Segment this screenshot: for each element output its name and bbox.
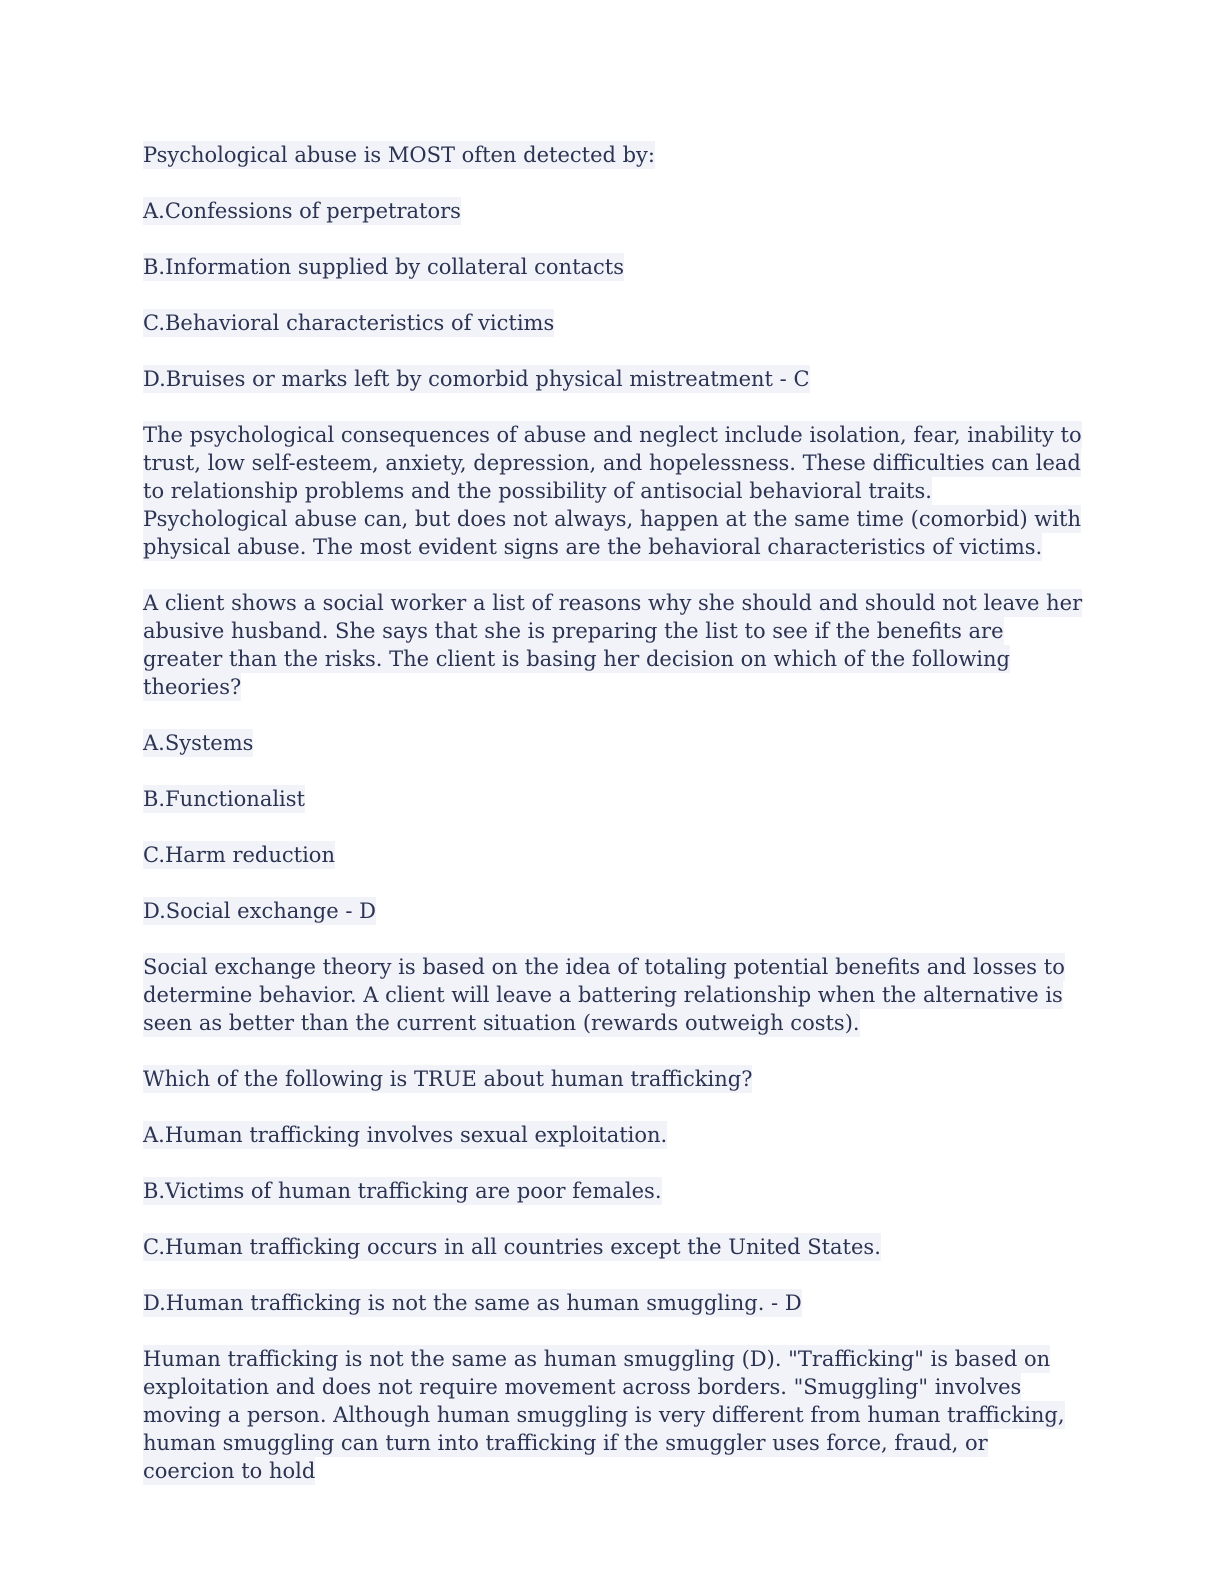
question-prompt bbox=[143, 589, 1083, 701]
option-text: B.Victims of human trafficking are poor females. bbox=[143, 1179, 662, 1203]
explanation-text: Social exchange theory is based on the idea of totaling potential benefits and losses to determine behavior. A client will leave a battering relationship when the alternative is seen as better than the current situation (rewards outweigh costs). bbox=[143, 955, 1065, 1035]
answer-option bbox=[143, 1233, 1083, 1261]
explanation-paragraph bbox=[143, 421, 1083, 561]
answer-option bbox=[143, 309, 1083, 337]
option-text: A.Human trafficking involves sexual exploitation. bbox=[143, 1123, 668, 1147]
answer-option bbox=[143, 253, 1083, 281]
document-page bbox=[143, 141, 1083, 1513]
explanation-text: Human trafficking is not the same as human smuggling (D). "Trafficking" is based on exploitation and does not require movement across borders. "Smuggling" involves moving a person. Although human smuggling is very different from human trafficking, human smuggling can turn into trafficking if the smuggler uses force, fraud, or coercion to hold bbox=[143, 1347, 1065, 1483]
answer-option bbox=[143, 841, 1083, 869]
answer-option bbox=[143, 1121, 1083, 1149]
question-prompt bbox=[143, 1065, 1083, 1093]
explanation-paragraph bbox=[143, 953, 1083, 1037]
option-text: D.Social exchange - D bbox=[143, 899, 376, 923]
option-text: C.Harm reduction bbox=[143, 843, 335, 867]
option-text: C.Human trafficking occurs in all countries except the United States. bbox=[143, 1235, 881, 1259]
option-text: B.Information supplied by collateral contacts bbox=[143, 255, 625, 279]
answer-option bbox=[143, 729, 1083, 757]
option-text: A.Systems bbox=[143, 731, 254, 755]
question-text: Psychological abuse is MOST often detected by: bbox=[143, 143, 655, 167]
question-text: Which of the following is TRUE about human trafficking? bbox=[143, 1067, 753, 1091]
option-text: A.Confessions of perpetrators bbox=[143, 199, 461, 223]
option-text: B.Functionalist bbox=[143, 787, 305, 811]
answer-option bbox=[143, 1289, 1083, 1317]
option-text: C.Behavioral characteristics of victims bbox=[143, 311, 555, 335]
answer-option bbox=[143, 365, 1083, 393]
question-text: A client shows a social worker a list of reasons why she should and should not leave her abusive husband. She says that she is preparing the list to see if the benefits are greater than the risks. The client is basing her decision on which of the following theories? bbox=[143, 591, 1083, 699]
answer-option bbox=[143, 1177, 1083, 1205]
answer-option bbox=[143, 785, 1083, 813]
explanation-text: The psychological consequences of abuse and neglect include isolation, fear, inability to trust, low self-esteem, anxiety, depression, and hopelessness. These difficulties can lead to relationship problems and the possibility of antisocial behavioral traits. Psychological abuse can, but does not always, happen at the same time (comorbid) with physical abuse. The most evident signs are the behavioral characteristics of victims. bbox=[143, 423, 1082, 559]
answer-option bbox=[143, 197, 1083, 225]
option-text: D.Human trafficking is not the same as human smuggling. - D bbox=[143, 1291, 802, 1315]
option-text: D.Bruises or marks left by comorbid physical mistreatment - C bbox=[143, 367, 810, 391]
answer-option bbox=[143, 897, 1083, 925]
explanation-paragraph bbox=[143, 1345, 1083, 1485]
question-prompt bbox=[143, 141, 1083, 169]
